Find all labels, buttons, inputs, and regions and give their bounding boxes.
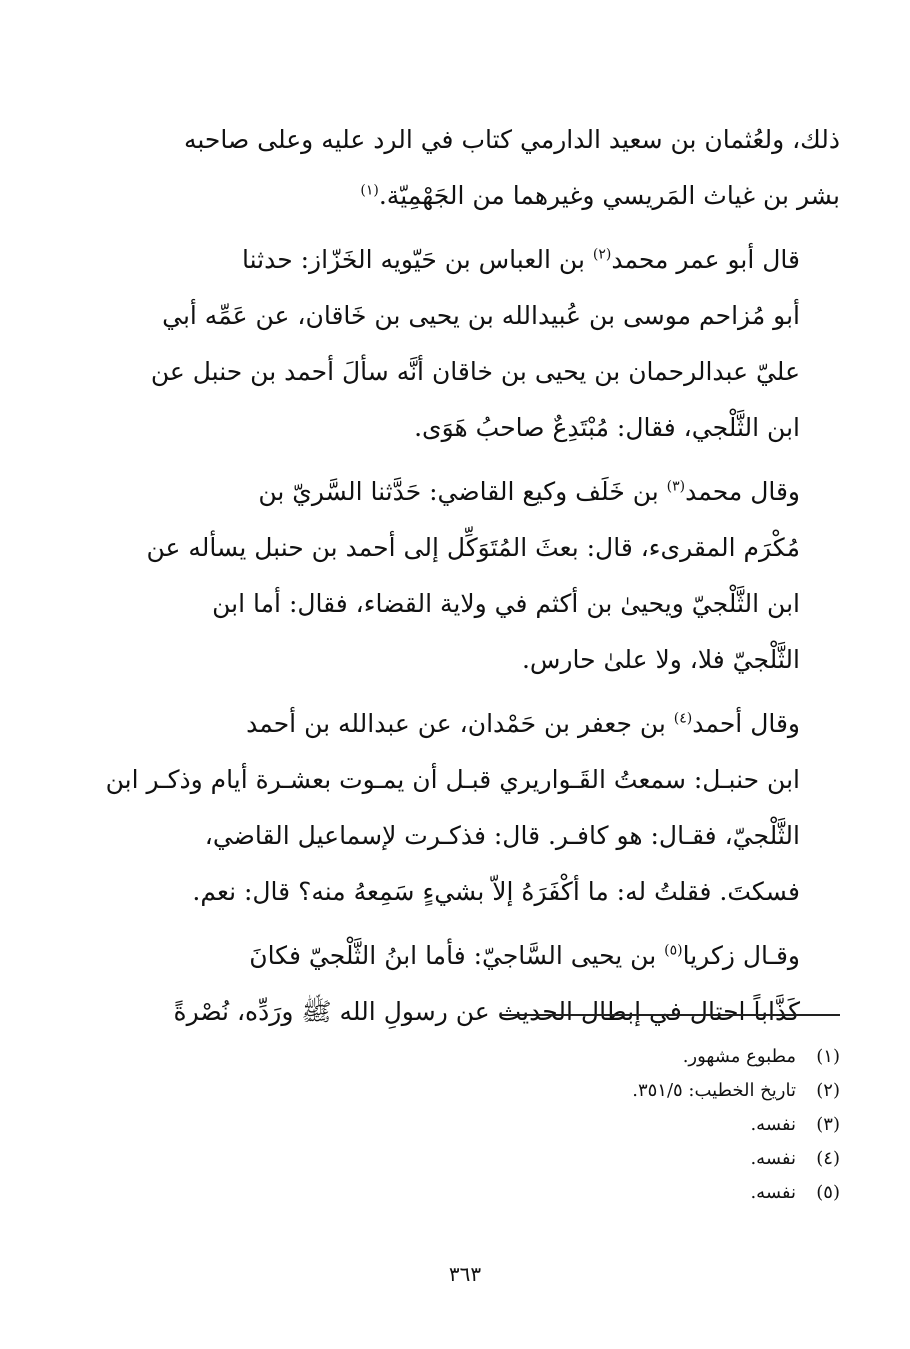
footnote-number: (٥) [816,1182,840,1203]
footnote-text: نفسه. [750,1182,796,1203]
paragraph-5 [120,928,840,1040]
text-line: مُكْرَم المقرىء، قال: بعثَ المُتَوَكِّل إلى أحمد بن حنبل يسأله عن [146,533,800,562]
text-line-start: وقـال زكريا [682,941,800,970]
footnotes [120,1040,840,1210]
text-line: كَذَّاباً احتال في إبطال الحديث عن رسولِ الله ﷺ ورَدِّه، نُصْرةً [173,997,800,1026]
page-number: ٣٦٣ [448,1262,482,1286]
text-line: أبو مُزاحم موسى بن عُبيدالله بن يحيى بن خَاقان، عن عَمِّه أبي [162,301,800,330]
paragraph-3 [120,464,840,688]
text-line-rest: بن جعفر بن حَمْدان، عن عبدالله بن أحمد [246,709,666,738]
footnote-ref-2: (٢) [592,246,612,263]
footnote-item [120,1108,840,1142]
paragraph-2 [120,232,840,456]
text-line: ابن الثَّلْجي، فقال: مُبْتَدِعٌ صاحبُ هَوَى. [414,413,800,442]
footnote-item [120,1040,840,1074]
footnote-ref-4: (٤) [673,710,693,727]
text-line-start: وقال محمد [685,477,800,506]
footnote-ref-5: (٥) [664,942,683,959]
text-line [120,696,840,752]
paragraph-4 [105,696,840,920]
text-line: الثَّلْجيّ فلا، ولا علىٰ حارس. [521,645,800,674]
footnote-text: تاريخ الخطيب: ٣٥١/٥. [632,1080,796,1101]
text-line-start: وقال أحمد [692,709,800,738]
text-line: فسكتَ. فقلتُ له: ما أكْفَرَهُ إلاّ بشيءٍ سَمِعهُ منه؟ قال: نعم. [192,877,800,906]
main-text [105,112,840,1040]
footnote-number: (٣) [816,1114,840,1135]
footnote-separator [500,1014,840,1016]
text-line [120,168,840,224]
book-page [105,112,840,1312]
paragraph-1 [120,112,840,224]
footnote-ref-1: (١) [360,182,379,199]
footnote-text: مطبوع مشهور. [682,1046,796,1067]
footnote-text: نفسه. [750,1148,796,1169]
text-line-start: قال أبو عمر محمد [611,245,800,274]
text-line-rest: بن خَلَف وكيع القاضي: حَدَّثنا السَّريّ بن [258,477,659,506]
footnote-item [120,1074,840,1108]
footnote-item [120,1176,840,1210]
text-line: ابن الثَّلْجيّ ويحيىٰ بن أكثم في ولاية القضاء، فقال: أما ابن [212,589,800,618]
text-line: ذلك، ولعُثمان بن سعيد الدارمي كتاب في الرد عليه وعلى صاحبه [183,125,840,154]
footnote-number: (٢) [816,1080,840,1101]
text-line: ابن حنبـل: سمعتُ القَـواريري قبـل أن يمـوت بعشـرة أيام وذكـر ابن [105,765,800,794]
text-line-rest: بن العباس بن حَيّويه الخَزّاز: حدثنا [241,245,585,274]
text-line: عليّ عبدالرحمان بن يحيى بن خاقان أنَّه سألَ أحمد بن حنبل عن [150,357,800,386]
text-line [120,232,840,288]
footnote-number: (١) [816,1046,840,1067]
text-line-content: بشر بن غياث المَريسي وغيرهما من الجَهْمِيّة. [378,181,840,210]
text-line: الثَّلْجيّ، فقـال: هو كافـر. قال: فذكـرت لإسماعيل القاضي، [204,821,800,850]
text-line [120,928,840,984]
footnote-text: نفسه. [750,1114,796,1135]
text-line [120,464,840,520]
text-line-rest: بن يحيى السَّاجيّ: فأما ابنُ الثَّلْجيّ فكانَ [249,941,657,970]
footnote-item [120,1142,840,1176]
footnote-number: (٤) [816,1148,840,1169]
footnote-ref-3: (٣) [666,478,686,495]
